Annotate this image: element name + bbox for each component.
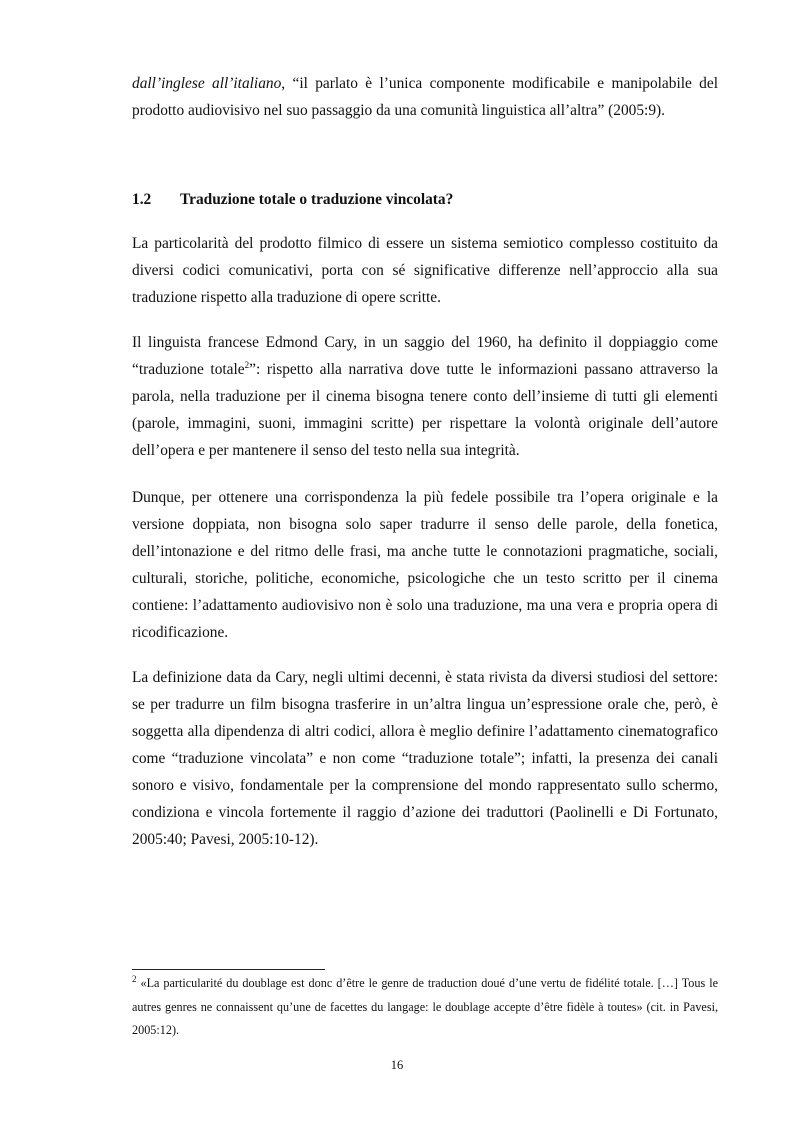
paragraph-text: Dunque, per ottenere una corrispondenza la più fedele possibile tra l’opera originale e la versione doppiata, non bisogna solo saper tradurre il senso delle parole, della fonetica, dell’intonazione e del ritmo delle frasi, ma anche tutte le connotazioni pragmatiche, sociali, culturali, storiche, politiche, economiche, psicologiche che un testo scritto per il cinema contiene: l’adattamento audiovisivo non è solo una traduzione, ma una vera e propria opera di ricodificazione. <box>132 489 718 641</box>
section-heading <box>132 186 453 213</box>
section-title: Traduzione totale o traduzione vincolata? <box>180 191 454 208</box>
page-number: 16 <box>390 1058 404 1072</box>
paragraph-2 <box>132 329 718 464</box>
footnote-reference[interactable]: 2 <box>244 359 250 370</box>
paragraph-text: La definizione data da Cary, negli ultimi decenni, è stata rivista da diversi studiosi del settore: se per tradurre un film bisogna trasferire in un’altra lingua un’espressione orale che, però, è soggetta alla dipendenza di altri codici, allora è meglio definire l’adattamento cinematografico come “traduzione vincolata” e non come “traduzione totale”; infatti, la presenza dei canali sonoro e visivo, fondamentale per la comprensione del mondo rappresentato sullo schermo, condiziona e vincola fortemente il raggio d’azione dei traduttori (Paolinelli e Di Fortunato, 2005:40; Pavesi, 2005:10-12). <box>132 669 718 848</box>
italic-lead: dall’inglese all’italiano <box>132 75 282 92</box>
footnote-marker: 2 <box>132 973 137 984</box>
paragraph-text-a: Il linguista francese Edmond Cary, in un saggio del 1960, ha definito il doppiaggio come “traduzione totale <box>132 334 718 378</box>
paragraph-1 <box>132 230 718 311</box>
footnote-divider <box>132 969 325 970</box>
footnote-text: «La particularité du doublage est donc d’être le genre de traduction doué d’une vertu de fidélité totale. […] Tous le autres genres ne connaissent qu’une de facettes du langage: le doublage accepte d’être fidèle à toutes» (cit. in Pavesi, 2005:12). <box>132 976 718 1037</box>
paragraph-3 <box>132 484 718 646</box>
intro-text: , “il parlato è l’unica componente modificabile e manipolabile del prodotto audiovisivo nel suo passaggio da una comunità linguistica all’altra” (2005:9). <box>132 75 718 119</box>
paragraph-text-b: ”: rispetto alla narrativa dove tutte le informazioni passano attraverso la parola, nella traduzione per il cinema bisogna tenere conto dell’insieme di tutti gli elementi (parole, immagini, suoni, immagini scritte) per rispettare la volontà originale dell’autore dell’opera e per mantenere il senso del testo nella sua integrità. <box>132 361 718 459</box>
paragraph-4 <box>132 664 718 853</box>
paragraph-text: La particolarità del prodotto filmico di essere un sistema semiotico complesso costituito da diversi codici comunicativi, porta con sé significative differenze nell’approccio alla sua traduzione rispetto alla traduzione di opere scritte. <box>132 235 718 306</box>
intro-paragraph <box>132 70 718 124</box>
section-number: 1.2 <box>132 191 152 208</box>
footnote <box>132 972 718 1043</box>
